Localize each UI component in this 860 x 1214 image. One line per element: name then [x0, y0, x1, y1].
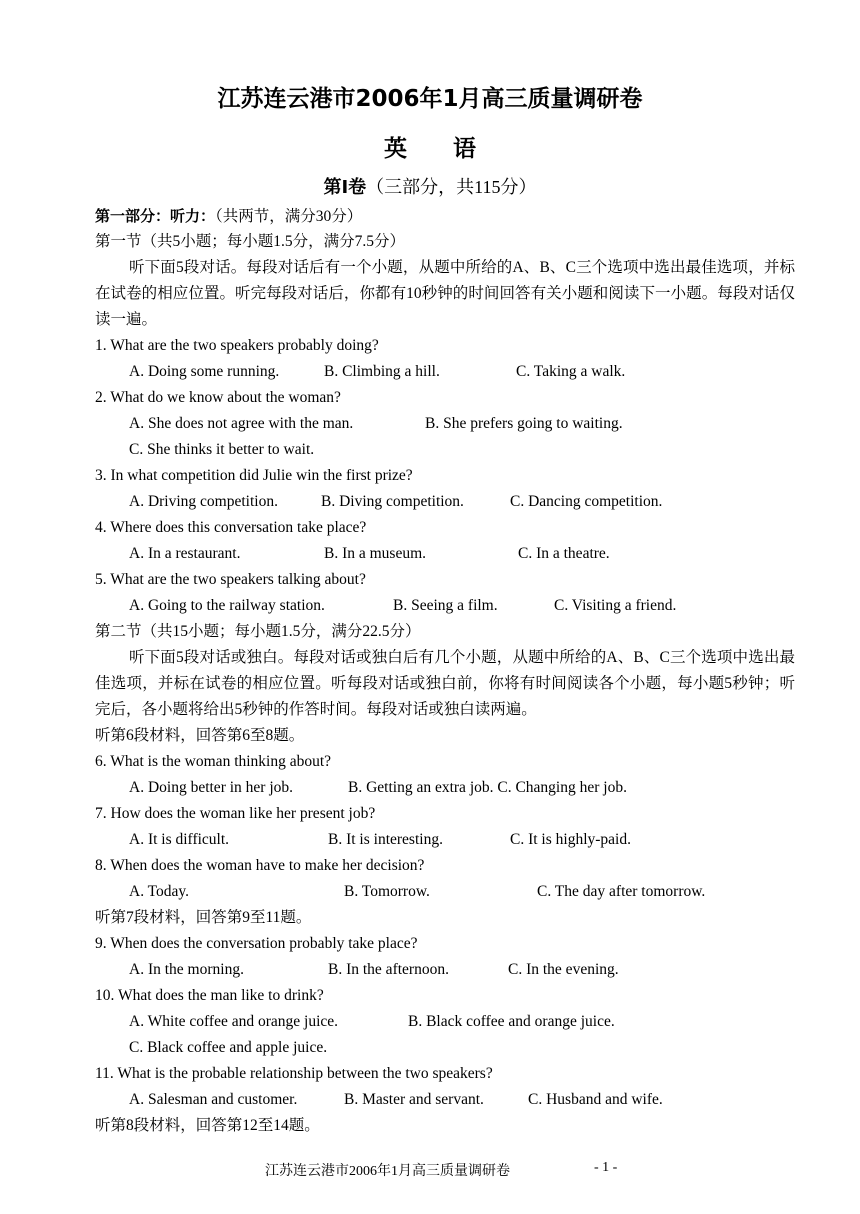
question-8: 8. When does the woman have to make her decision?	[95, 857, 425, 874]
option-a: A. Today.	[129, 883, 190, 900]
part1-heading-bold: 第一部分：听力：	[95, 207, 216, 225]
option-a: A. Going to the railway station.	[129, 597, 325, 614]
option-b: B. Black coffee and orange juice.	[408, 1013, 615, 1030]
option-b: B. Seeing a film.	[393, 597, 498, 614]
material-6-note: 听第6段材料，回答第6至8题。	[95, 727, 305, 744]
question-6: 6. What is the woman thinking about?	[95, 753, 332, 770]
options-4	[95, 541, 795, 567]
option-c: C. The day after tomorrow.	[537, 883, 706, 900]
option-a: A. Driving competition.	[129, 493, 278, 510]
page-number: - 1 -	[594, 1160, 618, 1175]
part1-heading-rest: （共两节，满分30分）	[215, 208, 363, 225]
option-c: C. Black coffee and apple juice.	[129, 1039, 328, 1056]
option-a: A. Salesman and customer.	[129, 1091, 298, 1108]
option-a: A. Doing some running.	[129, 363, 280, 380]
option-a: A. Doing better in her job.	[129, 779, 294, 796]
option-c: C. Taking a walk.	[516, 363, 626, 380]
volume-detail: （三部分，共115分）	[366, 177, 537, 197]
volume-label: 第Ⅰ卷	[323, 177, 367, 198]
question-7: 7. How does the woman like her present job?	[95, 805, 376, 822]
section1-instructions: 听下面5段对话。每段对话后有一个小题，从题中所给的A、B、C三个选项中选出最佳选项，并标在试卷的相应位置。听完每段对话后，你都有10秒钟的时间回答有关小题和阅读下一小题。每段对话仅读一遍。	[95, 259, 795, 328]
question-2: 2. What do we know about the woman?	[95, 389, 341, 406]
options-8	[95, 879, 795, 905]
question-3: 3. In what competition did Julie win the first prize?	[95, 467, 413, 484]
part1-heading	[95, 203, 795, 229]
option-b: B. It is interesting.	[328, 831, 443, 848]
subject-char-2: 语	[453, 136, 476, 162]
option-a: A. In a restaurant.	[129, 545, 241, 562]
options-2	[95, 411, 795, 437]
options-2-cont	[95, 437, 795, 463]
option-c: C. In the evening.	[508, 961, 619, 978]
option-c: C. Visiting a friend.	[554, 597, 677, 614]
question-9: 9. When does the conversation probably take place?	[95, 935, 418, 952]
question-5: 5. What are the two speakers talking about?	[95, 571, 366, 588]
question-4: 4. Where does this conversation take place?	[95, 519, 367, 536]
options-5	[95, 593, 795, 619]
option-a: A. White coffee and orange juice.	[129, 1013, 339, 1030]
section1-heading: 第一节（共5小题；每小题1.5分，满分7.5分）	[95, 233, 406, 250]
volume-heading	[0, 174, 860, 201]
option-b: B. In the afternoon.	[328, 961, 449, 978]
option-a: A. In the morning.	[129, 961, 244, 978]
section2-heading: 第二节（共15小题；每小题1.5分，满分22.5分）	[95, 623, 421, 640]
option-c: C. Dancing competition.	[510, 493, 663, 510]
options-10	[95, 1009, 795, 1035]
option-c: C. It is highly-paid.	[510, 831, 631, 848]
option-b: B. Getting an extra job. C. Changing her job.	[348, 779, 627, 796]
options-11	[95, 1087, 795, 1113]
options-6	[95, 775, 795, 801]
material-7-note: 听第7段材料，回答第9至11题。	[95, 909, 312, 926]
options-10-cont	[95, 1035, 795, 1061]
option-a: A. It is difficult.	[129, 831, 230, 848]
option-b: B. She prefers going to waiting.	[425, 415, 623, 432]
option-c: C. In a theatre.	[518, 545, 610, 562]
question-11: 11. What is the probable relationship between the two speakers?	[95, 1065, 493, 1082]
option-b: B. Master and servant.	[344, 1091, 484, 1108]
material-8-note: 听第8段材料，回答第12至14题。	[95, 1117, 320, 1134]
option-b: B. Climbing a hill.	[324, 363, 440, 380]
option-b: B. In a museum.	[324, 545, 427, 562]
option-a: A. She does not agree with the man.	[129, 415, 354, 432]
options-7	[95, 827, 795, 853]
question-10: 10. What does the man like to drink?	[95, 987, 324, 1004]
footer-title: 江苏连云港市2006年1月高三质量调研卷	[265, 1164, 510, 1179]
option-b: B. Tomorrow.	[344, 883, 430, 900]
subject-char-1: 英	[384, 136, 407, 162]
options-9	[95, 957, 795, 983]
page-title: 江苏连云港市2006年1月高三质量调研卷	[217, 86, 643, 112]
question-1: 1. What are the two speakers probably doing?	[95, 337, 379, 354]
options-3	[95, 489, 795, 515]
option-c: C. Husband and wife.	[528, 1091, 663, 1108]
option-c: C. She thinks it better to wait.	[129, 441, 315, 458]
subject-title	[0, 134, 860, 164]
option-b: B. Diving competition.	[321, 493, 464, 510]
section2-instructions: 听下面5段对话或独白。每段对话或独白后有几个小题，从题中所给的A、B、C三个选项中选出最佳选项，并标在试卷的相应位置。听每段对话或独白前，你将有时间阅读各个小题，每小题5秒钟；听完后，各小题将给出5秒钟的作答时间。每段对话或独白读两遍。	[95, 649, 795, 718]
options-1	[95, 359, 795, 385]
exam-body	[95, 203, 795, 1139]
